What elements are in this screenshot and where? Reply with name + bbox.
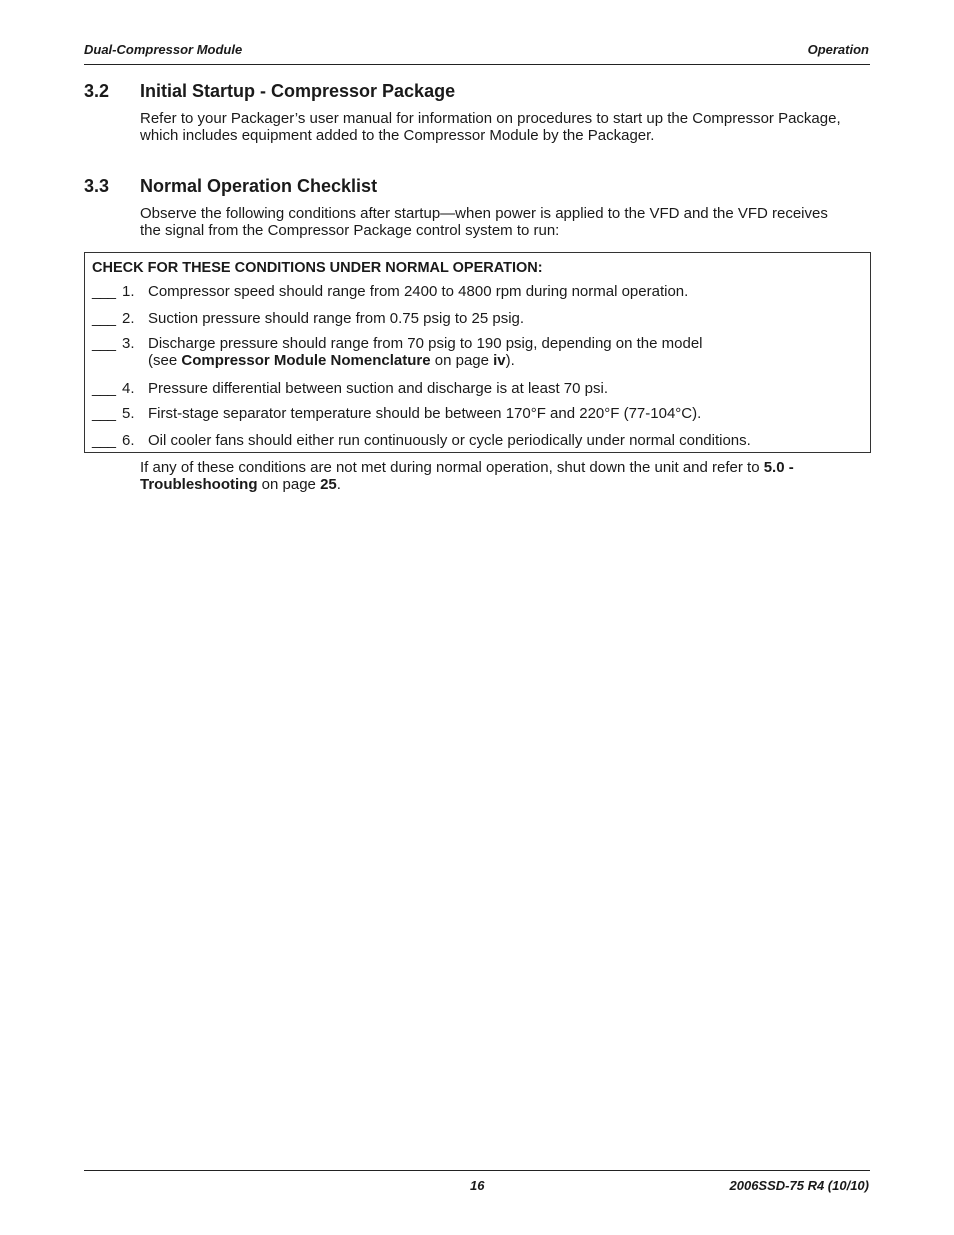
checklist-checkbox-blank: ___	[92, 380, 116, 397]
section-3-2-title: Initial Startup - Compressor Package	[140, 81, 456, 101]
checklist-checkbox-blank: ___	[92, 310, 116, 327]
checklist-item-text: Compressor speed should range from 2400 to 4800 rpm during normal operation.	[148, 283, 689, 300]
nomenclature-ref-page[interactable]: iv	[493, 352, 506, 369]
troubleshooting-note-text: If any of these conditions are not met during normal operation, shut down the unit and refer to	[140, 459, 764, 476]
section-3-3-paragraph-line-2: the signal from the Compressor Package control system to run:	[140, 222, 560, 239]
nomenclature-ref-mid: on page	[430, 352, 494, 369]
header-document-title: Dual-Compressor Module	[84, 42, 243, 57]
checklist-checkbox-blank: ___	[92, 283, 116, 300]
checklist-heading: CHECK FOR THESE CONDITIONS UNDER NORMAL OPERATION:	[92, 260, 543, 276]
footer-page-number: 16	[470, 1178, 485, 1193]
troubleshooting-ref-link[interactable]: Troubleshooting	[140, 476, 258, 493]
checklist-item-number: 2.	[122, 310, 135, 327]
checklist-item-text: Suction pressure should range from 0.75 psig to 25 psig.	[148, 310, 525, 327]
troubleshooting-note-line-2	[140, 476, 875, 493]
checklist-item-text: Discharge pressure should range from 70 psig to 190 psig, depending on the model	[148, 335, 703, 352]
section-3-2-number: 3.2	[84, 81, 110, 101]
checklist-item-text: First-stage separator temperature should be between 170°F and 220°F (77-104°C).	[148, 405, 702, 422]
checklist-item-number: 5.	[122, 405, 135, 422]
section-3-3-title: Normal Operation Checklist	[140, 176, 378, 196]
checklist-checkbox-blank: ___	[92, 335, 116, 352]
footer-document-id: 2006SSD-75 R4 (10/10)	[729, 1178, 869, 1193]
section-3-3-number: 3.3	[84, 176, 110, 196]
header-chapter-title: Operation	[807, 42, 869, 57]
checklist-item-text-continuation	[148, 352, 863, 369]
troubleshooting-note-line-1	[140, 459, 875, 476]
section-3-2-paragraph-line-2: which includes equipment added to the Compressor Module by the Packager.	[140, 127, 655, 144]
checklist-checkbox-blank: ___	[92, 432, 116, 449]
checklist-item-text: Oil cooler fans should either run continuously or cycle periodically under normal conditions.	[148, 432, 751, 449]
section-3-2-paragraph-line-1: Refer to your Packager’s user manual for information on procedures to start up the Compressor Package,	[140, 110, 841, 127]
troubleshooting-section-ref[interactable]: 5.0 -	[763, 459, 794, 476]
checklist-item-number: 4.	[122, 380, 135, 397]
nomenclature-ref-suffix: ).	[505, 352, 515, 369]
checklist-item-number: 6.	[122, 432, 135, 449]
section-3-3-paragraph-line-1: Observe the following conditions after startup—when power is applied to the VFD and the VFD receives	[140, 205, 828, 222]
checklist-item-number: 3.	[122, 335, 135, 352]
checklist-item-text: Pressure differential between suction and discharge is at least 70 psi.	[148, 380, 608, 397]
checklist-item-number: 1.	[122, 283, 135, 300]
footer-divider	[84, 1170, 870, 1171]
troubleshooting-note-end: .	[336, 476, 341, 493]
checklist-checkbox-blank: ___	[92, 405, 116, 422]
header-divider	[84, 64, 870, 65]
troubleshooting-note-mid: on page	[257, 476, 321, 493]
nomenclature-ref-prefix: (see	[148, 352, 182, 369]
nomenclature-ref-link[interactable]: Compressor Module Nomenclature	[181, 352, 431, 369]
troubleshooting-page-ref[interactable]: 25	[320, 476, 337, 493]
